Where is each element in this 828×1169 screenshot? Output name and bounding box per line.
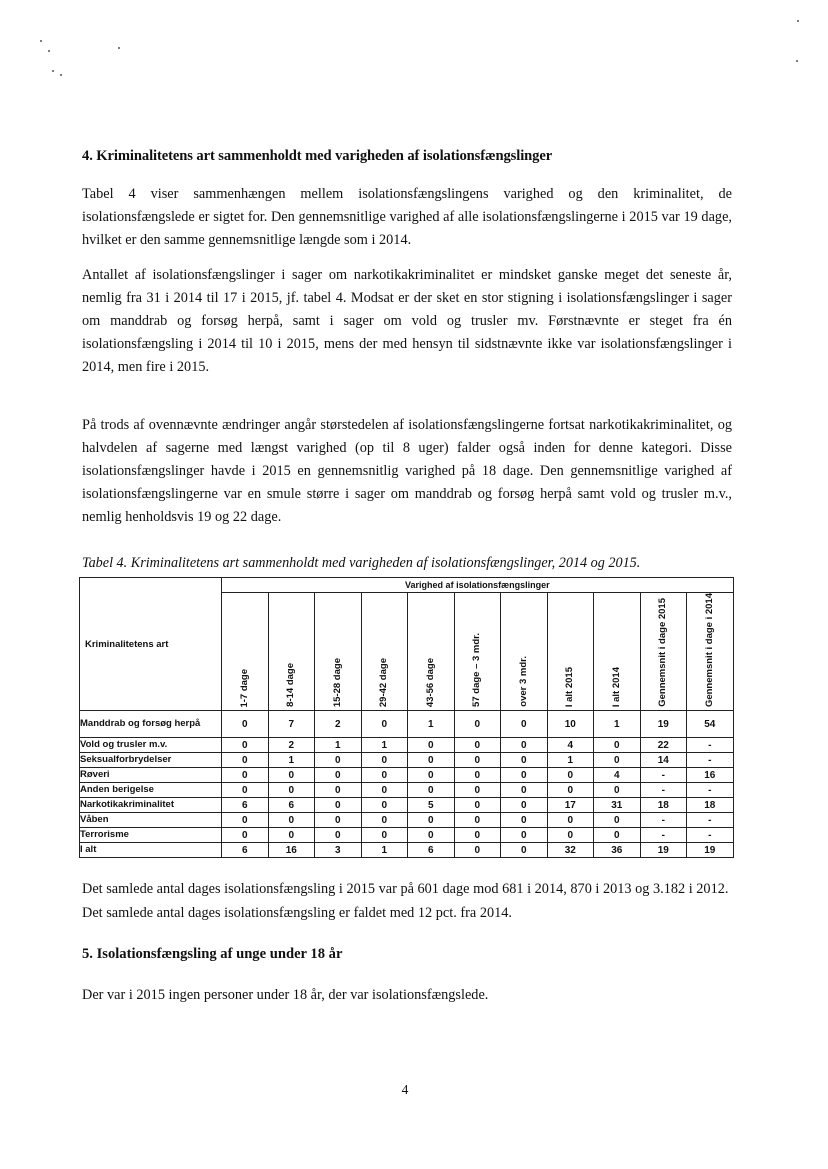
paragraph-5: Der var i 2015 ingen personer under 18 år, der var isolationsfængslede. [82,987,489,1003]
table-cell: 16 [687,768,734,783]
scan-speck [118,47,120,49]
table-cell: 0 [222,813,269,828]
row-label: Vold og trusler m.v. [80,738,222,753]
table-cell: 19 [640,843,687,858]
table-cell: 0 [594,738,641,753]
table-cell: 6 [268,798,315,813]
row-label: Terrorisme [80,828,222,843]
column-header-label: I alt 2015 [564,666,576,708]
column-header-label: 43-56 dage [424,657,436,708]
table-row [80,711,734,738]
column-header [501,593,548,711]
table-cell: 1 [547,753,594,768]
table-row [80,783,734,798]
table-cell: 0 [454,738,501,753]
table-cell: 0 [594,813,641,828]
table-cell: 10 [547,711,594,738]
table-cell: 19 [640,711,687,738]
scan-speck [40,40,42,42]
table-cell: 0 [315,768,362,783]
column-header [454,593,501,711]
paragraph-2: Antallet af isolationsfængslinger i sager om narkotikakriminalitet er mindsket ganske meget det seneste år, nemlig fra 31 i 2014 til 17 i 2015, jf. tabel 4. Modsat er der sket en stor stigning i isolationsfængslinger i sager om manddrab og forsøg herpå, samt i sager om vold og trusler mv. Førstnævnte er steget fra én isolationsfængsling i 2014 til 10 i 2015, mens der med hensyn til sidstnævnte ikke var isolationsfængslinger i 2014, men fire i 2015. [82,267,732,375]
table-body [80,711,734,858]
row-label: Narkotikakriminalitet [80,798,222,813]
table-cell: 2 [315,711,362,738]
column-header [268,593,315,711]
row-label: Våben [80,813,222,828]
table-cell: 0 [361,828,408,843]
table-cell: 0 [408,738,455,753]
table-cell: 0 [594,783,641,798]
table-cell: 1 [361,843,408,858]
column-header-label: 1-7 dage [238,668,250,708]
table-cell: - [687,738,734,753]
column-header-label: Gennemsnit i dage i 2014 [703,593,715,708]
table-cell: - [640,828,687,843]
column-header [640,593,687,711]
table-cell: 22 [640,738,687,753]
table-cell: 31 [594,798,641,813]
table-cell: 0 [454,753,501,768]
row-label: Seksualforbrydelser [80,753,222,768]
column-header [361,593,408,711]
table-cell: 17 [547,798,594,813]
section-5-heading: 5. Isolationsfængsling af unge under 18 år [82,946,343,962]
table-cell: 1 [268,753,315,768]
row-label: Røveri [80,768,222,783]
table-cell: 0 [222,783,269,798]
scan-speck [48,50,50,52]
table-cell: 6 [222,843,269,858]
table-cell: 0 [454,783,501,798]
row-label: Anden berigelse [80,783,222,798]
table-cell: 0 [222,753,269,768]
table-cell: 14 [640,753,687,768]
table-cell: 0 [454,813,501,828]
table-cell: 0 [501,843,548,858]
table-row [80,828,734,843]
table-cell: 0 [361,798,408,813]
table-cell: 2 [268,738,315,753]
table-cell: 0 [501,828,548,843]
table-cell: 7 [268,711,315,738]
table-cell: 19 [687,843,734,858]
table-cell: 0 [268,828,315,843]
paragraph-3: På trods af ovennævnte ændringer angår størstedelen af isolationsfængslingerne fortsat narkotikakriminalitet, og halvdelen af sagerne med længst varighed (op til 8 uger) falder også inden for denne kategori. Disse isolationsfængslinger havde i 2015 en gennemsnitlig varighed på 18 dage. Den gennemsnitlige varighed af isolationsfængslingerne var en smule større i sager om manddrab og forsøg herpå samt vold og trusler m.v., nemlig henholdsvis 19 og 22 dage. [82,417,732,525]
table-cell: 0 [408,828,455,843]
scan-speck [52,70,54,72]
table-cell: 0 [547,768,594,783]
table-cell: - [640,768,687,783]
table-cell: 0 [315,753,362,768]
column-header [594,593,641,711]
table-cell: 0 [501,753,548,768]
table-cell: 0 [268,813,315,828]
paragraph-1: Tabel 4 viser sammenhængen mellem isolationsfængslingens varighed og den kriminalitet, de isolationsfængslede er sigtet for. Den gennemsnitlige varighed af alle isolationsfængslingerne i 2015 var 19 dage, hvilket er den samme gennemsnitlige længde som i 2014. [82,186,732,248]
table-cell: 0 [501,738,548,753]
table-cell: 0 [315,813,362,828]
table-cell: 0 [408,768,455,783]
table-cell: 0 [222,738,269,753]
column-header-label: over 3 mdr. [517,656,529,708]
paragraph-4: Det samlede antal dages isolationsfængsling i 2015 var på 601 dage mod 681 i 2014, 870 i 2013 og 3.182 i 2012. Det samlede antal dages isolationsfængsling er faldet med 12 pct. fra 2014. [82,881,729,921]
table-cell: 0 [361,753,408,768]
table-cell: 3 [315,843,362,858]
table-cell: 0 [222,828,269,843]
column-header-label: 8-14 dage [285,663,297,708]
section-4-heading: 4. Kriminalitetens art sammenholdt med varigheden af isolationsfængslinger [82,148,553,164]
column-header [547,593,594,711]
table-cell: 0 [454,711,501,738]
crime-duration-table [79,577,734,858]
table-cell: 0 [547,783,594,798]
table-cell: 0 [268,768,315,783]
table-cell: 0 [408,753,455,768]
table-cell: 1 [315,738,362,753]
table-cell: 0 [361,768,408,783]
column-header [408,593,455,711]
column-header-label: 29-42 dage [378,657,390,708]
column-header-label: 15-28 dage [331,657,343,708]
table-cell: 0 [361,813,408,828]
table-cell: 6 [408,843,455,858]
column-header-label: Gennemsnit i dage 2015 [657,598,669,708]
row-label: Manddrab og forsøg herpå [80,711,222,738]
row-header-label: Kriminalitetens art [80,578,222,711]
row-label: I alt [80,843,222,858]
table-cell: - [640,813,687,828]
table-cell: 0 [454,828,501,843]
table-cell: - [687,828,734,843]
table-cell: 16 [268,843,315,858]
table-cell: 6 [222,798,269,813]
column-header [687,593,734,711]
table-cell: 32 [547,843,594,858]
table-cell: 0 [315,828,362,843]
column-header [222,593,269,711]
table-cell: - [687,813,734,828]
table-cell: - [640,783,687,798]
table-cell: 0 [501,768,548,783]
table-row [80,753,734,768]
table-cell: 0 [594,753,641,768]
table-cell: 5 [408,798,455,813]
table-cell: 0 [594,828,641,843]
table-cell: 0 [501,798,548,813]
column-header-label: 57 dage – 3 mdr. [471,633,483,708]
table-cell: 0 [315,783,362,798]
table-cell: 0 [222,711,269,738]
table-cell: 0 [408,783,455,798]
table-cell: 0 [315,798,362,813]
table-cell: 18 [687,798,734,813]
table-cell: 0 [222,768,269,783]
table-row [80,768,734,783]
table-row [80,738,734,753]
table-cell: - [687,783,734,798]
table-cell: 18 [640,798,687,813]
page-number: 4 [401,1082,409,1097]
table-cell: 1 [594,711,641,738]
table-cell: 0 [547,813,594,828]
table-cell: 0 [361,711,408,738]
table-cell: 0 [501,813,548,828]
table-cell: 0 [501,783,548,798]
table-row [80,813,734,828]
column-header-label: I alt 2014 [610,666,622,708]
scan-speck [796,60,798,62]
table-cell: 0 [268,783,315,798]
table-cell: 0 [454,768,501,783]
table-cell: 54 [687,711,734,738]
table-cell: 4 [594,768,641,783]
table-caption: Tabel 4. Kriminalitetens art sammenholdt med varigheden af isolationsfængslinger, 2014 og 2015. [82,555,641,571]
table-cell: 36 [594,843,641,858]
table-cell: 1 [408,711,455,738]
table-cell: 0 [361,783,408,798]
table-cell: 0 [454,798,501,813]
table-cell: 4 [547,738,594,753]
table-cell: 0 [501,711,548,738]
table-cell: - [687,753,734,768]
table-row [80,843,734,858]
scan-speck [60,74,62,76]
table-cell: 0 [454,843,501,858]
group-header: Varighed af isolationsfængslinger [222,578,734,593]
table-cell: 0 [408,813,455,828]
table-cell: 1 [361,738,408,753]
table-cell: 0 [547,828,594,843]
scan-speck [797,20,799,22]
table-row [80,798,734,813]
column-header [315,593,362,711]
